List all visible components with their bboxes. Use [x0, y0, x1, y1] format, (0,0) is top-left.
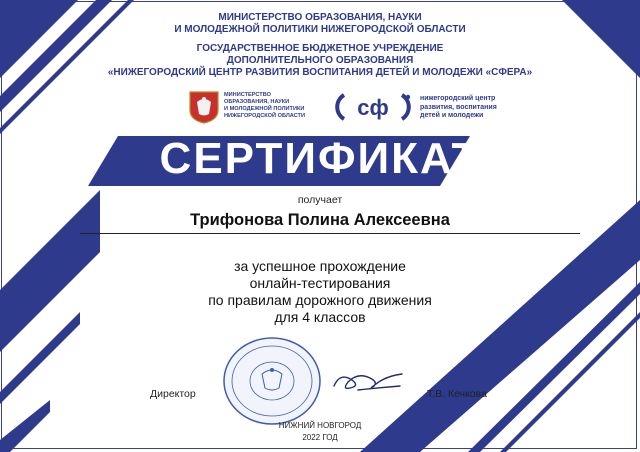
ministry-text-line: И МОЛОДЕЖНОЙ ПОЛИТИКИ — [224, 106, 305, 112]
city-label: НИЖНИЙ НОВГОРОД — [278, 421, 362, 430]
director-signature — [330, 366, 406, 396]
director-label: Директор — [150, 388, 196, 400]
header-line-3: ГОСУДАРСТВЕННОЕ БЮДЖЕТНОЕ УЧРЕЖДЕНИЕ — [196, 43, 444, 54]
ministry-text-line: ОБРАЗОВАНИЯ, НАУКИ — [224, 99, 290, 105]
ministry-logo-text — [224, 92, 319, 120]
header-line-2: И МОЛОДЕЖНОЙ ПОЛИТИКИ НИЖЕГОРОДСКОЙ ОБЛАСТИ — [174, 24, 466, 35]
header-line-5: «НИЖЕГОРОДСКИЙ ЦЕНТР РАЗВИТИЯ ВОСПИТАНИЯ ДЕТЕЙ И МОЛОДЕЖИ «СФЕРА» — [107, 67, 533, 78]
body-line: для 4 классов — [274, 309, 366, 325]
sfera-text-line: нижегородский центр — [420, 95, 496, 102]
receives-label: получает — [297, 194, 343, 206]
coat-of-arms-icon — [188, 90, 220, 124]
ministry-text-line: НИЖЕГОРОДСКОЙ ОБЛАСТИ — [224, 113, 305, 119]
name-underline — [80, 233, 580, 234]
year-label: 2022 ГОД — [302, 433, 338, 442]
sfera-logo-text — [420, 95, 510, 121]
sfera-logo — [330, 90, 416, 124]
recipient-name: Трифонова Полина Алексеевна — [190, 211, 450, 229]
certificate-title: СЕРТИФИКАТ — [159, 134, 481, 183]
ministry-text-line: МИНИСТЕРСТВО — [224, 92, 271, 98]
header-line-1: МИНИСТЕРСТВО ОБРАЗОВАНИЯ, НАУКИ — [218, 12, 422, 23]
certificate-body — [0, 258, 640, 326]
sfera-mark: сф — [357, 95, 389, 120]
body-line: онлайн-тестирования — [249, 275, 391, 291]
sfera-text-line: детей и молодежи — [420, 112, 484, 119]
body-line: по правилам дорожного движения — [208, 292, 432, 308]
body-line: за успешное прохождение — [234, 258, 406, 274]
director-name: Т.В. Кечкова — [427, 388, 487, 400]
sfera-text-line: развития, воспитания — [420, 103, 497, 111]
header-line-4: ДОПОЛНИТЕЛЬНОГО ОБРАЗОВАНИЯ — [226, 55, 414, 66]
official-seal — [222, 336, 322, 426]
